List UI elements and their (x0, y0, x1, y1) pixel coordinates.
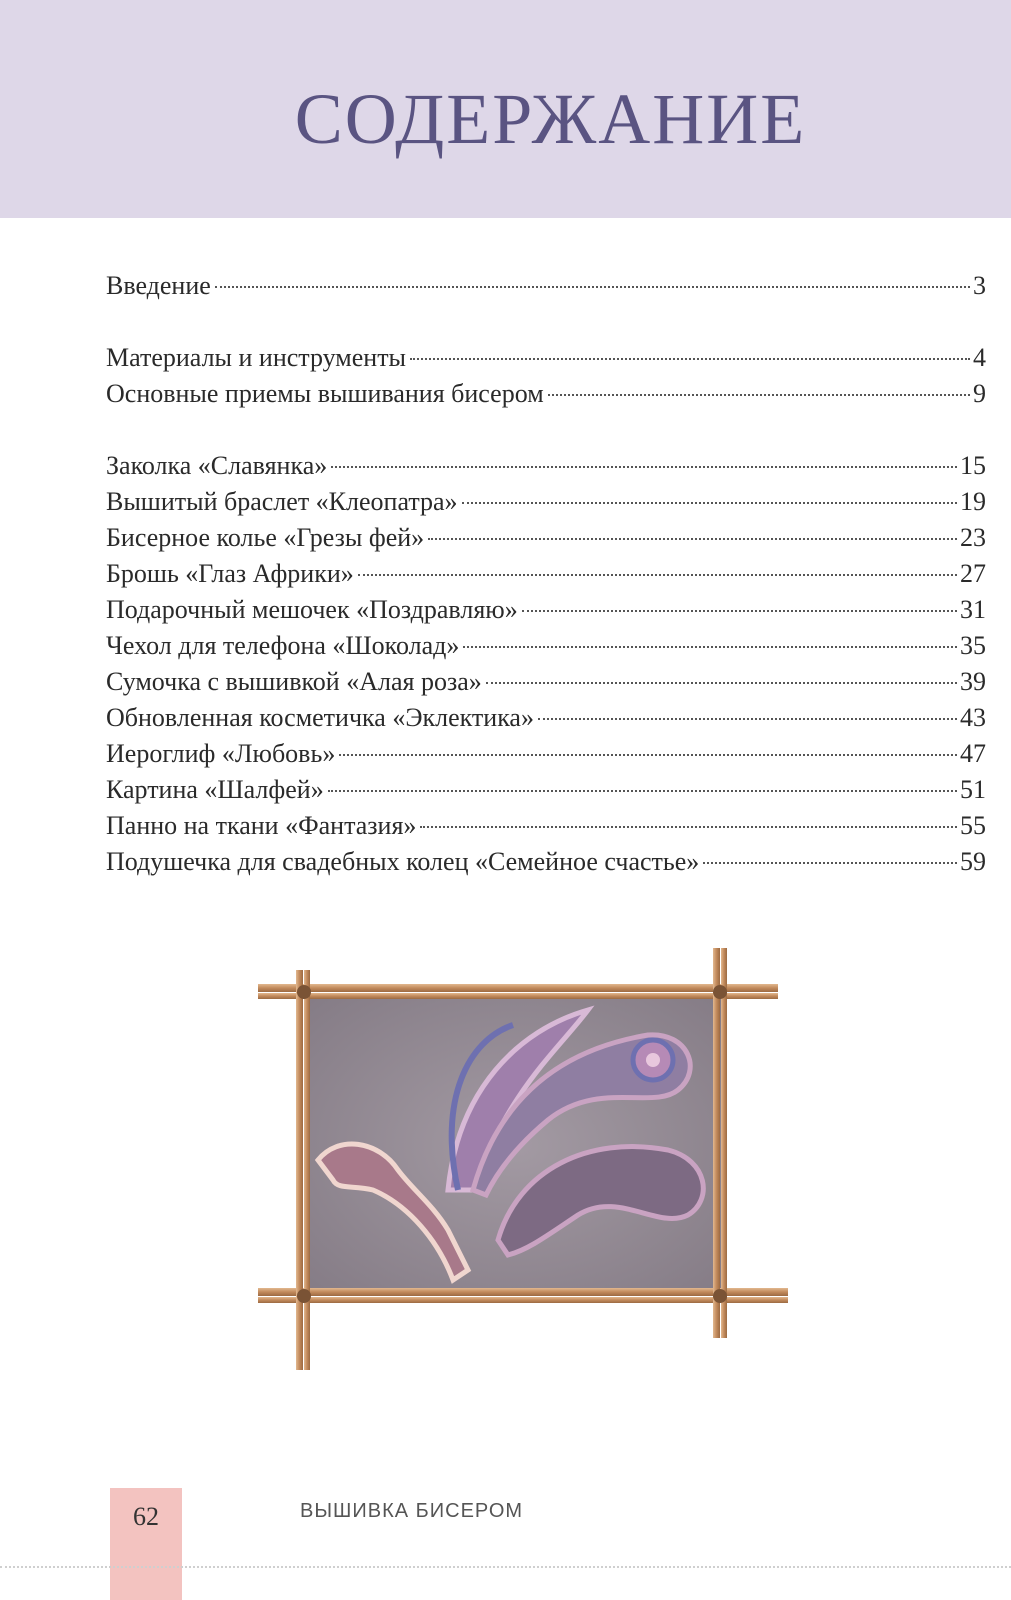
toc-entry-label: Сумочка с вышивкой «Алая роза» (106, 667, 482, 696)
toc-entry-project[interactable] (106, 772, 986, 808)
toc-entry-label: Заколка «Славянка» (106, 451, 328, 480)
dot-leader (428, 538, 957, 540)
dot-leader (522, 610, 957, 612)
framed-embroidery-photo (258, 940, 788, 1380)
toc-entry-page: 31 (960, 595, 986, 624)
toc-entry-introduction[interactable] (106, 268, 986, 304)
embroidered-fabric (308, 998, 723, 1293)
toc-entry-label: Вышитый браслет «Клеопатра» (106, 487, 458, 516)
toc-entry-page: 15 (960, 451, 986, 480)
toc-entry-label: Обновленная косметичка «Эклектика» (106, 703, 534, 732)
toc-entry-page: 35 (960, 631, 986, 660)
toc-entry-page: 4 (973, 343, 986, 372)
toc-entry-label: Чехол для телефона «Шоколад» (106, 631, 460, 660)
toc-entry-page: 3 (973, 271, 986, 300)
toc-entry-label: Подушечка для свадебных колец «Семейное счастье» (106, 847, 700, 876)
toc-entry-project[interactable] (106, 556, 986, 592)
toc-entry-label: Подарочный мешочек «Поздравляю» (106, 595, 518, 624)
toc-entry-materials[interactable] (106, 340, 986, 376)
toc-entry-project[interactable] (106, 448, 986, 484)
toc-entry-page: 51 (960, 775, 986, 804)
dot-leader (358, 574, 957, 576)
toc-entry-project[interactable] (106, 736, 986, 772)
toc-entry-page: 43 (960, 703, 986, 732)
dot-leader (420, 826, 957, 828)
dot-leader (410, 358, 970, 360)
dot-leader (703, 862, 957, 864)
table-of-contents (106, 268, 986, 880)
toc-entry-page: 59 (960, 847, 986, 876)
dot-leader (215, 286, 970, 288)
toc-entry-page: 39 (960, 667, 986, 696)
dot-leader (538, 718, 957, 720)
toc-entry-label: Панно на ткани «Фантазия» (106, 811, 417, 840)
dot-leader (548, 394, 970, 396)
toc-entry-label: Основные приемы вышивания бисером (106, 379, 544, 408)
toc-entry-project[interactable] (106, 844, 986, 880)
toc-entry-project[interactable] (106, 700, 986, 736)
toc-entry-page: 19 (960, 487, 986, 516)
footer-divider (0, 1566, 1011, 1568)
toc-entry-project[interactable] (106, 520, 986, 556)
toc-entry-project[interactable] (106, 628, 986, 664)
dot-leader (339, 754, 957, 756)
toc-entry-label: Введение (106, 271, 211, 300)
dot-leader (331, 466, 957, 468)
page-number: 62 (133, 1502, 159, 1531)
toc-entry-project[interactable] (106, 484, 986, 520)
dot-leader (462, 502, 957, 504)
page-number-badge (110, 1488, 182, 1600)
dot-leader (486, 682, 957, 684)
dot-leader (328, 790, 957, 792)
toc-entry-project[interactable] (106, 592, 986, 628)
toc-entry-label: Картина «Шалфей» (106, 775, 324, 804)
toc-entry-page: 55 (960, 811, 986, 840)
toc-entry-label: Брошь «Глаз Африки» (106, 559, 354, 588)
toc-entry-page: 47 (960, 739, 986, 768)
running-footer-title: ВЫШИВКА БИСЕРОМ (300, 1500, 524, 1522)
toc-entry-page: 23 (960, 523, 986, 552)
toc-entry-label: Иероглиф «Любовь» (106, 739, 336, 768)
toc-entry-label: Материалы и инструменты (106, 343, 407, 372)
toc-entry-page: 27 (960, 559, 986, 588)
toc-entry-page: 9 (973, 379, 986, 408)
toc-entry-techniques[interactable] (106, 376, 986, 412)
toc-entry-project[interactable] (106, 808, 986, 844)
toc-entry-label: Бисерное колье «Грезы фей» (106, 523, 425, 552)
page-title: СОДЕРЖАНИЕ (294, 79, 807, 159)
toc-entry-project[interactable] (106, 664, 986, 700)
dot-leader (463, 646, 957, 648)
